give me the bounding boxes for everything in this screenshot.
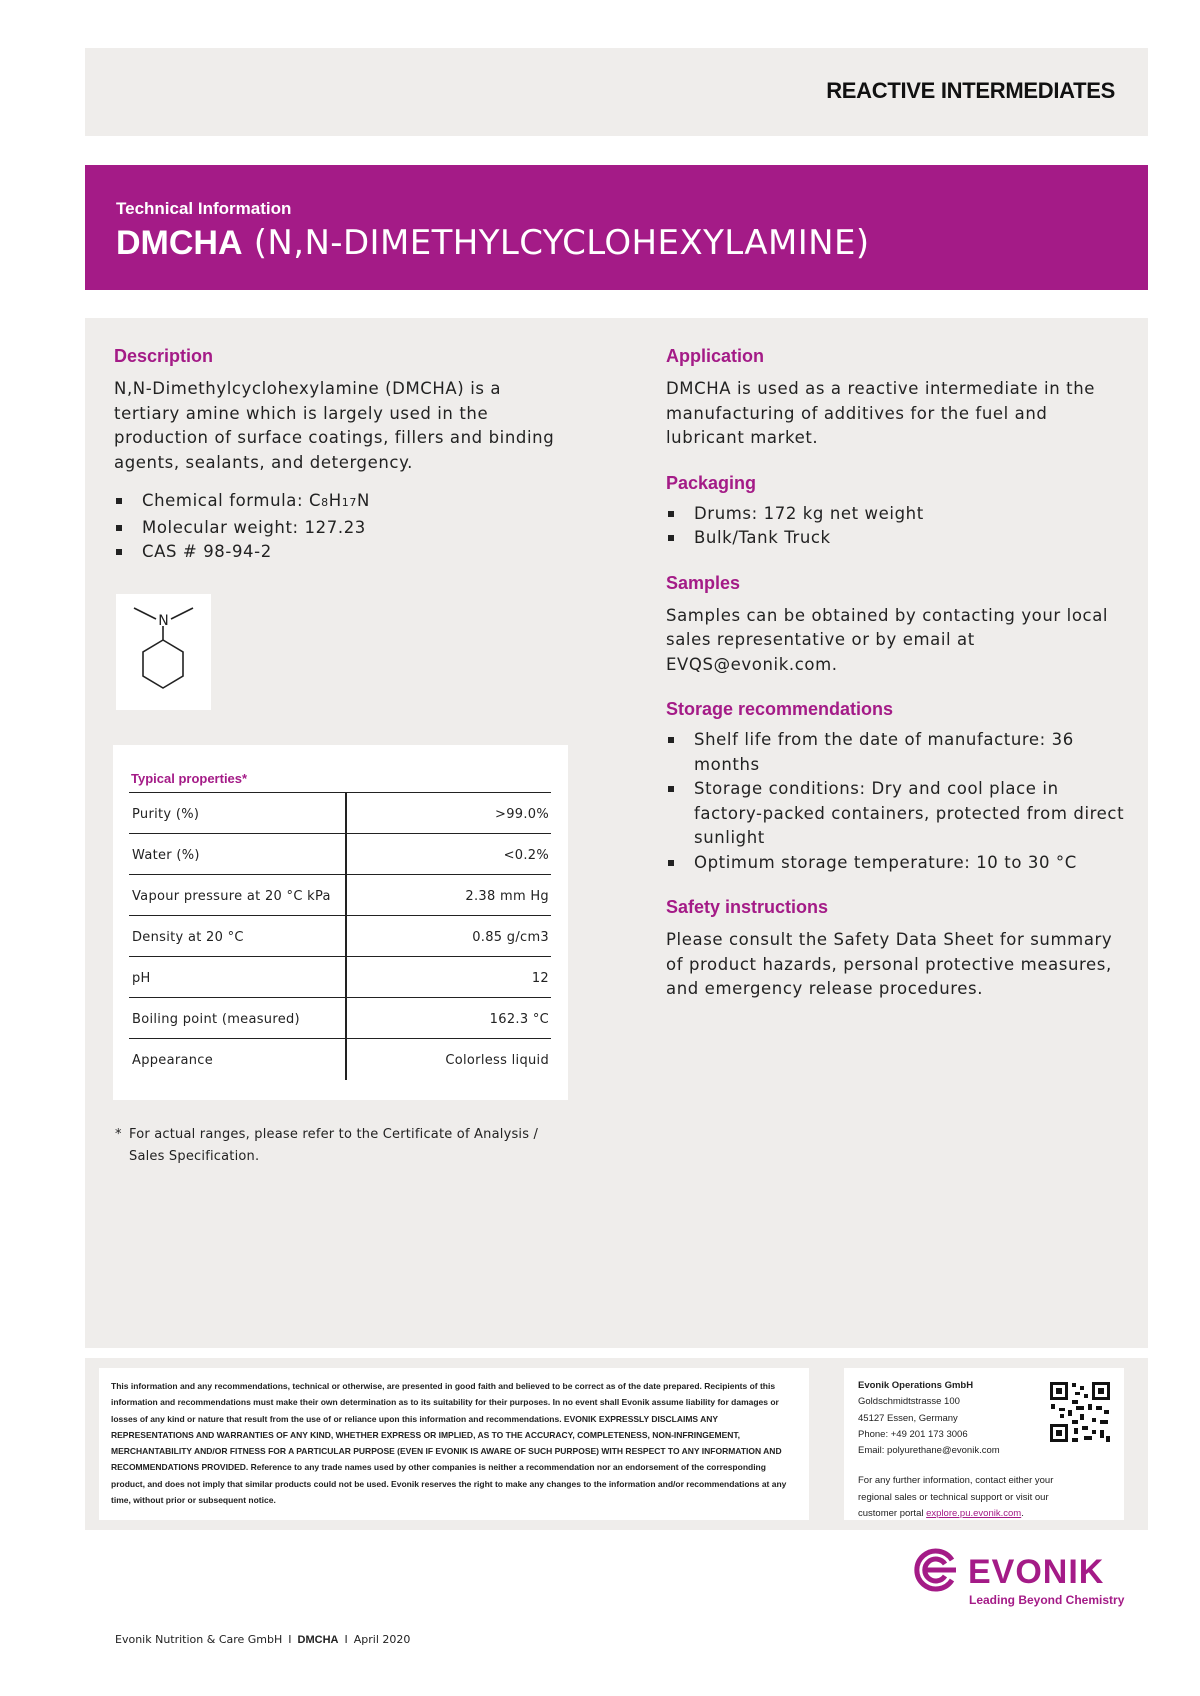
properties-table [113, 745, 568, 1100]
formula-item: Chemical formula: C8H17N [114, 489, 564, 516]
page-title [116, 223, 870, 263]
property-value: 162.3 °C [489, 1012, 549, 1027]
table-row [129, 997, 551, 1039]
product-fullname: (N,N-DIMETHYLCYCLOHEXYLAMINE) [253, 223, 870, 263]
property-name: Density at 20 °C [132, 930, 244, 945]
right-column [666, 346, 1126, 1002]
document-type: Technical Information [116, 199, 292, 218]
table-row [129, 915, 551, 957]
column-divider [345, 916, 347, 957]
column-divider [345, 793, 347, 834]
bullet-item: Shelf life from the date of manufacture: 36 months [666, 728, 1126, 777]
property-name: Boiling point (measured) [132, 1012, 300, 1027]
category-label: REACTIVE INTERMEDIATES [826, 78, 1115, 103]
column-divider [345, 998, 347, 1039]
product-name: DMCHA [116, 224, 243, 262]
property-name: Purity (%) [132, 807, 200, 822]
storage-bullets [666, 728, 1126, 875]
chemical-structure [116, 594, 211, 710]
column-divider [345, 1039, 347, 1080]
property-value: Colorless liquid [445, 1053, 549, 1068]
footer-product: DMCHA [297, 1634, 339, 1646]
table-row [129, 833, 551, 875]
logo-wordmark: EVONIK [968, 1553, 1105, 1591]
property-value: >99.0% [495, 807, 549, 822]
property-value: 2.38 mm Hg [465, 889, 549, 904]
qr-code-icon[interactable] [1048, 1380, 1112, 1444]
logo-tagline: Leading Beyond Chemistry [969, 1593, 1125, 1607]
safety-text: Please consult the Safety Data Sheet for summary of product hazards, personal protective measures, and emergency release procedures. [666, 930, 1113, 998]
table-row [129, 956, 551, 998]
property-value: 0.85 g/cm3 [472, 930, 549, 945]
table-row [129, 874, 551, 916]
bullet-item: Storage conditions: Dry and cool place in factory-packed containers, protected from direct sunlight [666, 777, 1126, 851]
footer-separator: I [288, 1633, 292, 1646]
nitrogen-label: N [158, 613, 169, 629]
description-text: N,N-Dimethylcyclohexylamine (DMCHA) is a tertiary amine which is largely used in the production of surface coatings, fillers and binding agents, sealants, and detergency. [114, 379, 555, 472]
description-bullets [114, 489, 564, 565]
footer-company: Evonik Nutrition & Care GmbH [115, 1633, 283, 1646]
packaging-section [666, 473, 1126, 551]
samples-text: Samples can be obtained by contacting your local sales representative or by email at EVQS@evonik.com. [666, 605, 1109, 674]
application-text: DMCHA is used as a reactive intermediate in the manufacturing of additives for the fuel and lubricant market. [666, 379, 1096, 447]
property-name: pH [132, 971, 151, 986]
city-address: 45127 Essen, Germany [858, 1412, 958, 1424]
safety-heading: Safety instructions [666, 897, 829, 917]
samples-section [666, 573, 1126, 678]
footer-date: April 2020 [353, 1633, 411, 1646]
bullet-item: CAS # 98-94-2 [114, 540, 564, 565]
support-text: For any further information, contact either your regional sales or technical support or visit our customer portal [858, 1475, 1054, 1520]
email-address[interactable]: Email: polyurethane@evonik.com [858, 1445, 1000, 1457]
left-column [114, 346, 564, 565]
bullet-item: Optimum storage temperature: 10 to 30 °C [666, 851, 1126, 876]
footer-panel [85, 1358, 1148, 1530]
storage-section [666, 699, 1126, 875]
street-address: Goldschmidtstrasse 100 [858, 1396, 960, 1408]
contact-box [844, 1368, 1124, 1520]
column-divider [345, 834, 347, 875]
evonik-logo-icon [900, 1548, 1140, 1592]
column-divider [345, 875, 347, 916]
evonik-logo [900, 1548, 1140, 1608]
property-value: 12 [531, 971, 549, 986]
table-row [129, 792, 551, 834]
header-bar [85, 48, 1148, 136]
column-divider [345, 957, 347, 998]
title-banner [85, 165, 1148, 290]
packaging-bullets [666, 502, 1126, 551]
portal-period: . [1021, 1508, 1024, 1520]
property-name: Appearance [132, 1053, 214, 1068]
application-heading: Application [666, 346, 764, 366]
property-name: Vapour pressure at 20 °C kPa [132, 889, 331, 904]
footnote [113, 1124, 553, 1168]
phone-number: Phone: +49 201 173 3006 [858, 1428, 968, 1440]
contact-more-text [858, 1473, 1058, 1522]
footer-separator: I [344, 1633, 348, 1646]
properties-title: Typical properties* [131, 771, 248, 786]
document-footer [115, 1633, 410, 1646]
disclaimer: This information and any recommendations, technical or otherwise, are presented in good faith and believed to be correct as of the date prepared. Recipients of this information and recommendations must make their own determination as to its suitability for their purposes. In no event shall Evonik assume liability for damages or losses of any kind or nature that result from the use of or reliance upon this information and recommendations. EVONIK EXPRESSLY DISCLAIMS ANY REPRESENTATIONS AND WARRANTIES OF ANY KIND, WHETHER EXPRESS OR IMPLIED, AS TO THE ACCURACY, COMPLETENESS, NON-INFRINGEMENT, MERCHANTABILITY AND/OR FITNESS FOR A PARTICULAR PURPOSE (EVEN IF EVONIK IS AWARE OF SUCH PURPOSE) WITH RESPECT TO ANY INFORMATION AND RECOMMENDATIONS PROVIDED. Reference to any trade names used by other companies is neither a recommendation nor an endorsement of the corresponding product, and does not imply that similar products could not be used. Evonik reserves the right to make any changes to the information and/or recommendations at any time, without prior or subsequent notice. [99, 1368, 809, 1520]
portal-link[interactable]: explore.pu.evonik.com [926, 1508, 1022, 1520]
structure-diagram [116, 594, 211, 710]
description-heading: Description [114, 346, 214, 366]
property-name: Water (%) [132, 848, 200, 863]
footnote-text: For actual ranges, please refer to the Certificate of Analysis / Sales Specification. [129, 1127, 539, 1164]
samples-heading: Samples [666, 572, 741, 593]
property-value: <0.2% [503, 848, 549, 863]
bullet-item: Drums: 172 kg net weight [666, 502, 1126, 527]
footnote-marker: * [115, 1127, 122, 1142]
storage-heading: Storage recommendations [666, 699, 894, 719]
bullet-item: Bulk/Tank Truck [666, 526, 1126, 551]
company-name: Evonik Operations GmbH [858, 1380, 974, 1391]
safety-section [666, 897, 1126, 1002]
packaging-heading: Packaging [666, 472, 757, 493]
table-row [129, 1038, 551, 1080]
bullet-item: Molecular weight: 127.23 [114, 516, 564, 541]
